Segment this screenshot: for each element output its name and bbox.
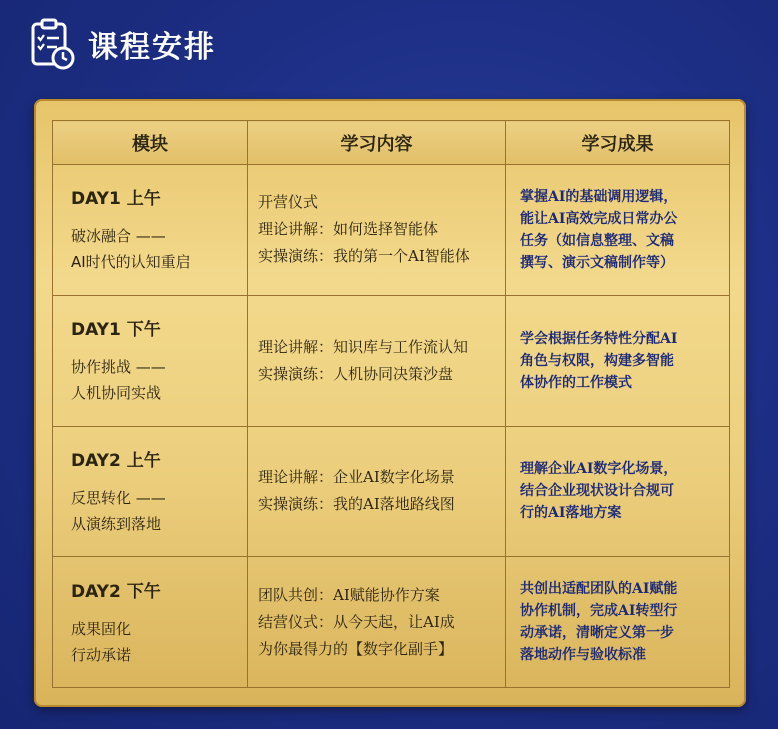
table-row: [53, 165, 730, 296]
outcome-line: 角色与权限，构建多智能: [520, 352, 674, 369]
content-line: 实操演练：我的第一个AI智能体: [258, 247, 470, 266]
content-line: 实操演练：我的AI落地路线图: [258, 495, 455, 514]
outcome-cell: [506, 426, 730, 557]
day-label: DAY1 下午: [71, 320, 161, 341]
schedule-panel: [34, 99, 746, 707]
table-row: [53, 426, 730, 557]
content-line: 开营仪式: [258, 193, 319, 212]
content-cell: [248, 557, 506, 688]
outcome-line: 共创出适配团队的AI赋能: [520, 581, 678, 598]
outcome-cell: [506, 165, 730, 296]
module-line: 反思转化 ——: [71, 488, 166, 507]
outcome-cell: [506, 295, 730, 426]
outcome-line: 能让AI高效完成日常办公: [520, 210, 678, 227]
table-header-row: [53, 121, 730, 165]
outcome-line: 掌握AI的基础调用逻辑，: [520, 188, 678, 205]
module-cell: [53, 165, 248, 296]
outcome-line: 撰写、演示文稿制作等）: [520, 254, 674, 271]
outcome-line: 协作机制，完成AI转型行: [520, 603, 678, 620]
content-line: 为你最得力的【数字化副手】: [258, 639, 454, 658]
module-line: 协作挑战 ——: [71, 358, 166, 377]
content-cell: [248, 426, 506, 557]
outcome-line: 学会根据任务特性分配AI: [520, 330, 678, 347]
outcome-line: 体协作的工作模式: [520, 374, 632, 391]
content-line: 理论讲解：企业AI数字化场景: [258, 468, 455, 487]
module-line: 行动承诺: [71, 645, 132, 664]
clipboard-clock-icon: [30, 17, 76, 71]
schedule-table: [52, 120, 730, 688]
content-cell: [248, 295, 506, 426]
outcome-line: 结合企业现状设计合规可: [520, 483, 674, 500]
page-title: 课程安排: [88, 30, 216, 65]
outcome-cell: [506, 557, 730, 688]
outcome-line: 任务（如信息整理、文稿: [520, 232, 674, 249]
module-line: 破冰融合 ——: [71, 227, 166, 246]
module-cell: [53, 426, 248, 557]
day-label: DAY2 上午: [71, 450, 161, 471]
module-line: 人机协同实战: [71, 384, 162, 403]
table-row: [53, 295, 730, 426]
outcome-line: 落地动作与验收标准: [520, 647, 646, 664]
column-header-outcome: 学习成果: [506, 121, 730, 165]
outcome-line: 行的AI落地方案: [520, 505, 622, 522]
content-line: 理论讲解：知识库与工作流认知: [258, 337, 469, 356]
column-header-module: 模块: [53, 121, 248, 165]
table-row: [53, 557, 730, 688]
module-line: 从演练到落地: [71, 514, 162, 533]
outcome-line: 动承诺，清晰定义第一步: [520, 625, 674, 642]
content-line: 理论讲解：如何选择智能体: [258, 220, 439, 239]
content-cell: [248, 165, 506, 296]
content-line: 团队共创：AI赋能协作方案: [258, 585, 440, 604]
column-header-content: 学习内容: [248, 121, 506, 165]
content-line: 实操演练：人机协同决策沙盘: [258, 364, 454, 383]
day-label: DAY2 下午: [71, 581, 161, 602]
module-line: 成果固化: [71, 619, 132, 638]
content-line: 结营仪式：从今天起，让AI成: [258, 612, 455, 631]
page-header: [30, 14, 216, 74]
day-label: DAY1 上午: [71, 189, 161, 210]
module-line: AI时代的认知重启: [71, 253, 191, 272]
module-cell: [53, 557, 248, 688]
outcome-line: 理解企业AI数字化场景，: [520, 461, 678, 478]
module-cell: [53, 295, 248, 426]
